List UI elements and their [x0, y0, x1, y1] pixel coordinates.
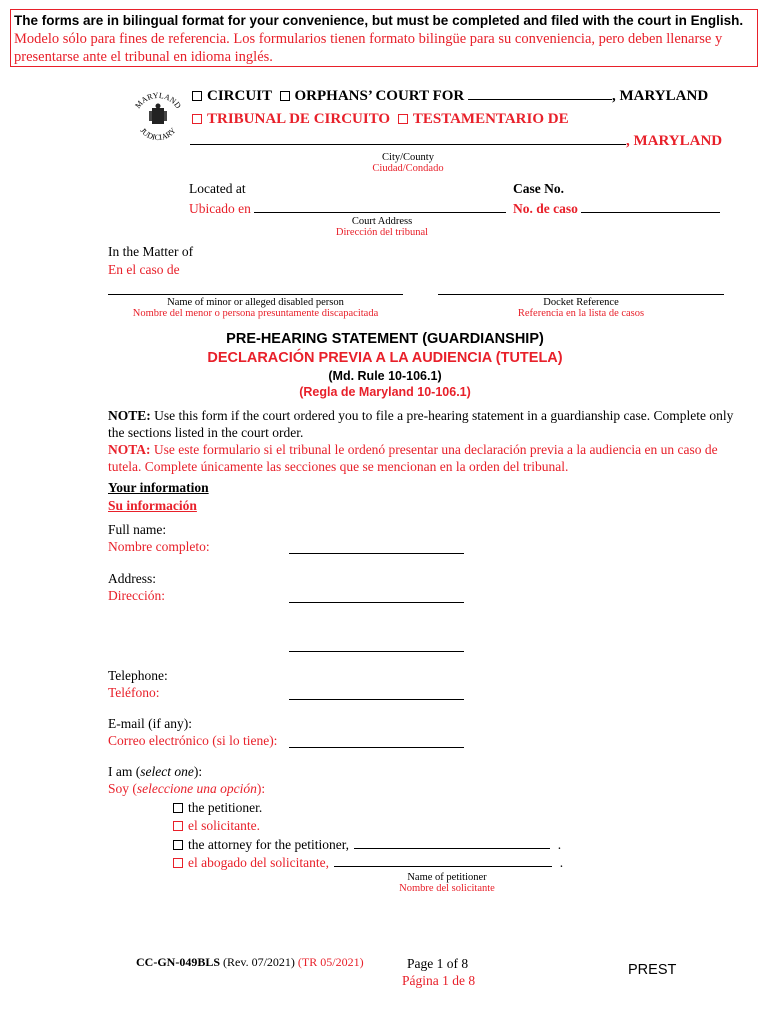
attorney-checkbox[interactable] — [173, 840, 183, 850]
notice-spanish: Modelo sólo para fines de referencia. Los formularios tienen formato bilingüe para su conveniencia, pero deben llenarse y presentarse ante el tribunal en idioma inglés. — [14, 31, 723, 65]
form-id: CC-GN-049BLS (Rev. 07/2021) (TR 05/2021) — [136, 955, 364, 969]
telephone-field[interactable] — [289, 699, 464, 700]
address-label: Address: — [108, 571, 156, 586]
solicitante-name-field[interactable] — [334, 866, 552, 867]
minor-name-field[interactable] — [108, 294, 403, 295]
solicitante-checkbox[interactable] — [173, 821, 183, 831]
form-title-es: DECLARACIÓN PREVIA A LA AUDIENCIA (TUTELA) — [207, 350, 563, 366]
petitioner-name-field[interactable] — [354, 848, 550, 849]
attorney-option: the attorney for the petitioner, . — [173, 837, 561, 853]
case-no-row: No. de caso — [513, 201, 720, 217]
court-address-caption: Court Address Dirección del tribunal — [335, 216, 429, 238]
maryland-label-es: , MARYLAND — [626, 133, 723, 149]
full-name-label: Full name: — [108, 522, 167, 537]
court-line-3 — [190, 133, 722, 150]
maryland-judiciary-seal-icon — [128, 88, 188, 148]
circuit-checkbox[interactable] — [192, 91, 202, 101]
role-label-es: Soy (seleccione una opción): — [108, 781, 266, 796]
testamentario-checkbox[interactable] — [398, 114, 408, 124]
email-label: E-mail (if any): — [108, 716, 192, 731]
petitioner-option-es: el solicitante. — [173, 818, 260, 834]
prest-code: PREST — [628, 962, 677, 978]
address-label-es: Dirección: — [108, 588, 165, 603]
form-title: PRE-HEARING STATEMENT (GUARDIANSHIP) — [226, 331, 544, 347]
su-informacion-heading: Su información — [108, 498, 197, 513]
your-information-heading: Your information — [108, 480, 209, 495]
svg-text:MARYLAND: MARYLAND — [133, 90, 183, 111]
docket-reference-field[interactable] — [438, 294, 724, 295]
email-label-es: Correo electrónico (si lo tiene): — [108, 733, 278, 748]
petitioner-option: the petitioner. — [173, 800, 262, 816]
circuit-label: CIRCUIT — [207, 88, 272, 104]
petitioner-checkbox[interactable] — [173, 803, 183, 813]
tribunal-circuito-checkbox[interactable] — [192, 114, 202, 124]
minor-name-caption: Name of minor or alleged disabled person Nombre del menor o persona presuntamente discapacitada — [132, 297, 379, 319]
address-field-line-2[interactable] — [289, 651, 464, 652]
court-address-field[interactable] — [254, 212, 506, 213]
matter-label: In the Matter of — [108, 244, 194, 259]
matter-label-es: En el caso de — [108, 262, 180, 277]
city-county-caption: City/County Ciudad/Condado — [372, 152, 444, 174]
ciudad-condado-field[interactable] — [190, 144, 626, 145]
full-name-label-es: Nombre completo: — [108, 539, 210, 554]
orphans-court-label: ORPHANS’ COURT FOR — [294, 88, 465, 104]
note-english: NOTE: Use this form if the court ordered you to file a pre-hearing statement in a guardianship case. Complete only the sections listed in the court order. — [108, 408, 734, 440]
county-field[interactable] — [468, 99, 612, 100]
svg-text:JUDICIARY: JUDICIARY — [138, 126, 178, 143]
bilingual-notice — [10, 9, 758, 67]
ubicado-en-row: Ubicado en — [189, 201, 506, 217]
orphans-court-checkbox[interactable] — [280, 91, 290, 101]
testamentario-label: TESTAMENTARIO DE — [412, 111, 569, 127]
full-name-field[interactable] — [289, 553, 464, 554]
page-number: Page 1 of 8 — [407, 956, 469, 971]
address-field-line-1[interactable] — [289, 602, 464, 603]
note-spanish: NOTA: Use este formulario si el tribunal le ordenó presentar una declaración previa a la audiencia en un caso de tutela. Complete únicamente las secciones que se mencionan en la orden del tribunal. — [108, 442, 718, 474]
rule-reference-es: (Regla de Maryland 10-106.1) — [299, 385, 471, 399]
case-number-field[interactable] — [581, 212, 720, 213]
court-line-english — [190, 88, 708, 105]
email-field[interactable] — [289, 747, 464, 748]
tribunal-circuito-label: TRIBUNAL DE CIRCUITO — [207, 111, 391, 127]
court-line-spanish — [190, 111, 569, 128]
telephone-label-es: Teléfono: — [108, 685, 160, 700]
docket-caption: Docket Reference Referencia en la lista de casos — [517, 297, 645, 319]
case-no-label: Case No. — [513, 181, 564, 196]
telephone-label: Telephone: — [108, 668, 168, 683]
petitioner-name-caption: Name of petitioner Nombre del solicitante — [399, 872, 495, 894]
page-number-es: Página 1 de 8 — [402, 973, 476, 988]
attorney-option-es: el abogado del solicitante, . — [173, 855, 563, 871]
role-label: I am (select one): — [108, 764, 203, 779]
notice-english: The forms are in bilingual format for your convenience, but must be completed and filed with the court in English. — [14, 13, 744, 28]
maryland-label: , MARYLAND — [612, 88, 709, 104]
located-at-label: Located at — [189, 181, 246, 196]
abogado-checkbox[interactable] — [173, 858, 183, 868]
rule-reference: (Md. Rule 10-106.1) — [328, 369, 442, 383]
